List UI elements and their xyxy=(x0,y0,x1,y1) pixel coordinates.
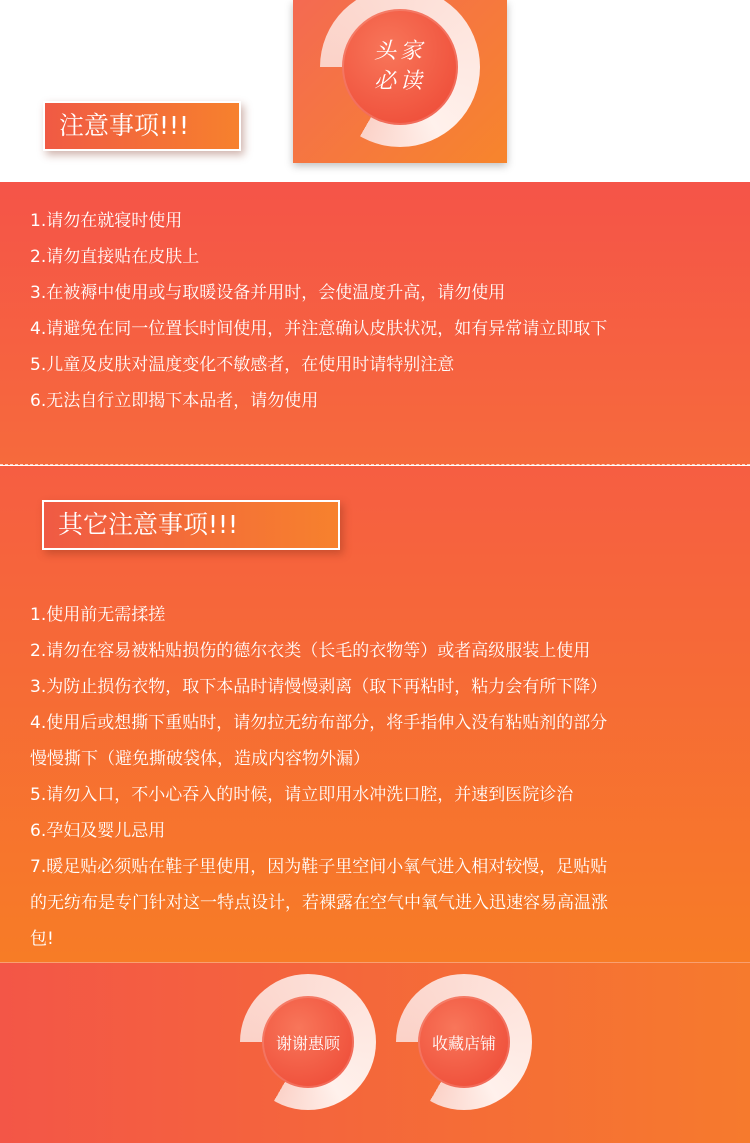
list-item: 的无纺布是专门针对这一特点设计，若裸露在空气中氧气进入迅速容易高温涨 xyxy=(30,893,608,913)
list-item: 1.请勿在就寝时使用 xyxy=(30,211,183,231)
other-notice-list xyxy=(30,597,608,957)
badge-line-2: 必读 xyxy=(373,69,426,94)
notice-list xyxy=(30,203,607,419)
favorite-label: 收藏店铺 xyxy=(418,996,510,1088)
list-item: 2.请勿在容易被粘贴损伤的德尔衣类（长毛的衣物等）或者高级服装上使用 xyxy=(30,641,591,661)
thanks-button[interactable] xyxy=(240,974,376,1110)
favorite-shop-button[interactable] xyxy=(396,974,532,1110)
must-read-card xyxy=(293,0,507,163)
list-item: 1.使用前无需揉搓 xyxy=(30,605,166,625)
list-item: 6.无法自行立即揭下本品者，请勿使用 xyxy=(30,391,319,411)
badge-line-1: 头家 xyxy=(373,39,426,64)
list-item: 包! xyxy=(30,929,54,949)
must-read-badge xyxy=(320,0,480,147)
must-read-badge-center xyxy=(342,9,458,125)
list-item: 5.请勿入口，不小心吞入的时候，请立即用水冲洗口腔，并速到医院诊治 xyxy=(30,785,574,805)
list-item: 6.孕妇及婴儿忌用 xyxy=(30,821,166,841)
header-area xyxy=(0,0,750,182)
list-item: 慢慢撕下（避免撕破袋体，造成内容物外漏） xyxy=(30,749,370,769)
thanks-label: 谢谢惠顾 xyxy=(262,996,354,1088)
list-item: 3.为防止损伤衣物，取下本品时请慢慢剥离（取下再粘时，粘力会有所下降） xyxy=(30,677,608,697)
section-title-other-notice: 其它注意事项!!! xyxy=(42,500,340,550)
list-item: 7.暖足贴必须贴在鞋子里使用，因为鞋子里空间小氧气进入相对较慢，足贴贴 xyxy=(30,857,608,877)
list-item: 4.请避免在同一位置长时间使用，并注意确认皮肤状况，如有异常请立即取下 xyxy=(30,319,608,339)
list-item: 3.在被褥中使用或与取暖设备并用时，会使温度升高，请勿使用 xyxy=(30,283,506,303)
thanks-ring xyxy=(240,974,376,1110)
list-item: 5.儿童及皮肤对温度变化不敏感者，在使用时请特别注意 xyxy=(30,355,455,375)
section-title-notice: 注意事项!!! xyxy=(43,101,241,151)
dashed-divider xyxy=(0,464,750,465)
favorite-ring xyxy=(396,974,532,1110)
list-item: 4.使用后或想撕下重贴时，请勿拉无纺布部分，将手指伸入没有粘贴剂的部分 xyxy=(30,713,608,733)
list-item: 2.请勿直接贴在皮肤上 xyxy=(30,247,200,267)
